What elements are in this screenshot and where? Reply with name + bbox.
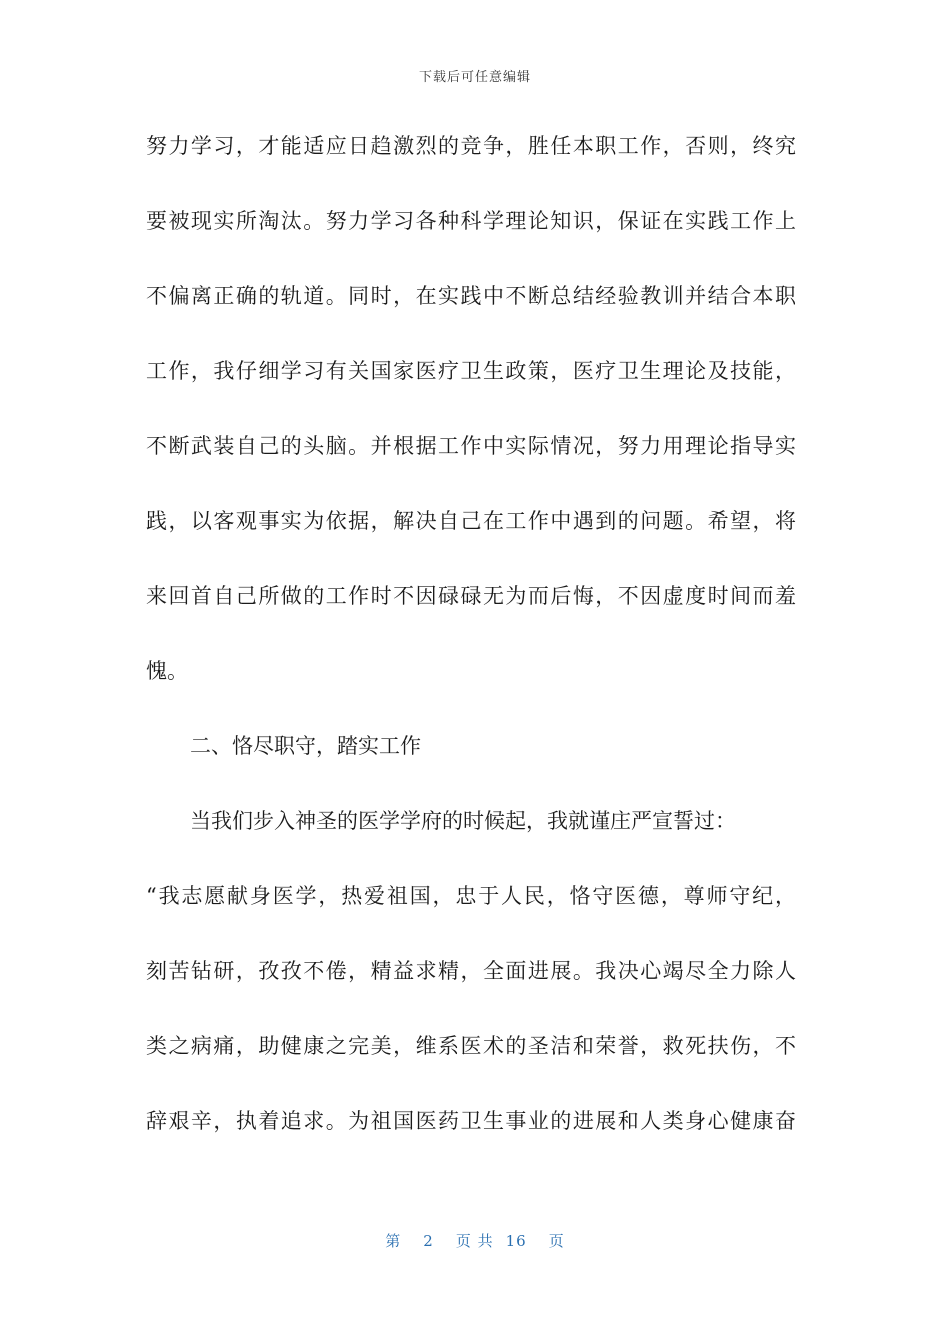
paragraph-line: 当我们步入神圣的医学学府的时候起，我就谨庄严宣誓过：	[190, 809, 736, 833]
paragraph-line: 刻苦钻研，孜孜不倦，精益求精，全面进展。我决心竭尽全力除人	[146, 959, 796, 983]
page-footer	[0, 1230, 950, 1251]
section-heading: 二、恪尽职守，踏实工作	[190, 734, 421, 758]
paragraph-line: 不断武装自己的头脑。并根据工作中实际情况，努力用理论指导实	[146, 434, 796, 458]
footer-suffix: 页	[548, 1232, 565, 1250]
paragraph-line: 类之病痛，助健康之完美，维系医术的圣洁和荣誉，救死扶伤，不	[146, 1034, 796, 1058]
paragraph-line: 来回首自己所做的工作时不因碌碌无为而后悔，不因虚度时间而羞	[146, 584, 796, 608]
paragraph-line: 践，以客观事实为依据，解决自己在工作中遇到的问题。希望，将	[146, 509, 796, 533]
paragraph-line: 不偏离正确的轨道。同时，在实践中不断总结经验教训并结合本职	[146, 284, 796, 308]
footer-total-pages: 16	[505, 1232, 527, 1250]
paragraph-line: 愧。	[146, 659, 188, 683]
paragraph-line: 辞艰辛，执着追求。为祖国医药卫生事业的进展和人类身心健康奋	[146, 1109, 796, 1133]
footer-prefix: 第	[385, 1232, 402, 1250]
footer-page-number: 2	[423, 1232, 434, 1250]
paragraph-line: 要被现实所淘汰。努力学习各种科学理论知识，保证在实践工作上	[146, 209, 796, 233]
footer-middle: 页 共	[455, 1232, 494, 1250]
paragraph-line: 努力学习，才能适应日趋激烈的竞争，胜任本职工作，否则，终究	[146, 134, 796, 158]
header-note: 下载后可任意编辑	[418, 70, 531, 85]
paragraph-line: “我志愿献身医学，热爱祖国，忠于人民，恪守医德，尊师守纪，	[146, 884, 796, 908]
paragraph-line: 工作，我仔细学习有关国家医疗卫生政策，医疗卫生理论及技能，	[146, 359, 796, 383]
